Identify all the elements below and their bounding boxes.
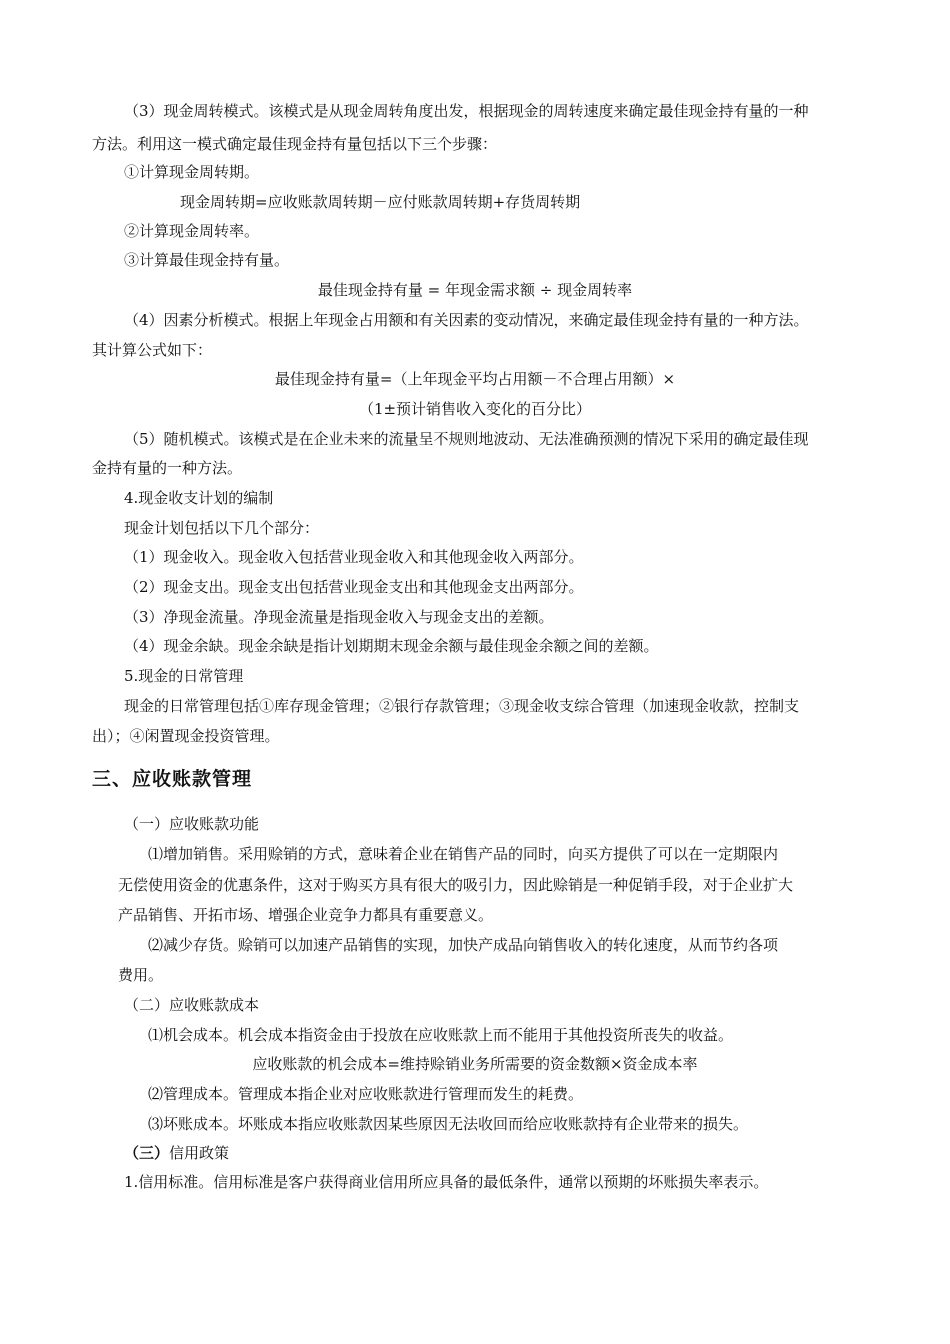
text-line: （4）因素分析模式。根据上年现金占用额和有关因素的变动情况，来确定最佳现金持有量的一种方法。 — [124, 311, 809, 329]
section-heading: 三、应收账款管理 — [92, 768, 253, 790]
subsection-number: （三） — [124, 1144, 170, 1162]
text-line: 产品销售、开拓市场、增强企业竞争力都具有重要意义。 — [118, 906, 494, 924]
formula-line: 应收账款的机会成本=维持赊销业务所需要的资金数额×资金成本率 — [252, 1055, 698, 1073]
text-line: 1.信用标准。信用标准是客户获得商业信用所应具备的最低条件，通常以预期的坏账损失率表示。 — [124, 1173, 769, 1191]
text-line: （2）现金支出。现金支出包括营业现金支出和其他现金支出两部分。 — [124, 578, 584, 596]
text-line: ①计算现金周转期。 — [124, 163, 260, 181]
subsection-heading — [124, 1139, 229, 1169]
text-line: 现金的日常管理包括①库存现金管理；②银行存款管理；③现金收支综合管理（加速现金收款，控制支 — [124, 697, 800, 715]
text-line: 其计算公式如下： — [92, 341, 213, 359]
formula-line: 最佳现金持有量 = 年现金需求额 ÷ 现金周转率 — [317, 281, 633, 299]
text-line: 现金计划包括以下几个部分： — [124, 519, 320, 537]
text-line: ⑶坏账成本。坏账成本指应收账款因某些原因无法收回而给应收账款持有企业带来的损失。 — [148, 1115, 749, 1133]
text-line: 出）；④闲置现金投资管理。 — [92, 727, 280, 745]
text-line: ⑴增加销售。采用赊销的方式，意味着企业在销售产品的同时，向买方提供了可以在一定期限内 — [148, 845, 779, 863]
text-line: ⑴机会成本。机会成本指资金由于投放在应收账款上而不能用于其他投资所丧失的收益。 — [148, 1026, 734, 1044]
text-line: （5）随机模式。该模式是在企业未来的流量呈不规则地波动、无法准确预测的情况下采用的确定最佳现 — [124, 430, 809, 448]
text-line: 方法。利用这一模式确定最佳现金持有量包括以下三个步骤： — [92, 135, 498, 153]
subsection-heading: （一）应收账款功能 — [124, 815, 260, 833]
formula-line: 最佳现金持有量=（上年现金平均占用额－不合理占用额）× — [274, 370, 676, 388]
subsection-title: 信用政策 — [169, 1144, 230, 1162]
text-line: ⑵管理成本。管理成本指企业对应收账款进行管理而发生的耗费。 — [148, 1085, 584, 1103]
text-line: （3）现金周转模式。该模式是从现金周转角度出发，根据现金的周转速度来确定最佳现金持有量的一种 — [124, 102, 809, 120]
text-line: 金持有量的一种方法。 — [92, 459, 243, 477]
text-line: ③计算最佳现金持有量。 — [124, 251, 290, 269]
text-line: （4）现金余缺。现金余缺是指计划期期末现金余额与最佳现金余额之间的差额。 — [124, 637, 659, 655]
subsection-heading: 4.现金收支计划的编制 — [124, 489, 274, 507]
text-line: （1）现金收入。现金收入包括营业现金收入和其他现金收入两部分。 — [124, 548, 584, 566]
formula-line: （1±预计销售收入变化的百分比） — [358, 400, 592, 418]
text-line: 费用。 — [118, 966, 164, 984]
text-line: ⑵减少存货。赊销可以加速产品销售的实现，加快产成品向销售收入的转化速度，从而节约各项 — [148, 936, 779, 954]
text-line: 无偿使用资金的优惠条件，这对于购买方具有很大的吸引力，因此赊销是一种促销手段，对于企业扩大 — [118, 876, 794, 894]
formula-line: 现金周转期=应收账款周转期－应付账款周转期+存货周转期 — [180, 193, 581, 211]
text-line: （3）净现金流量。净现金流量是指现金收入与现金支出的差额。 — [124, 608, 554, 626]
text-line: ②计算现金周转率。 — [124, 222, 260, 240]
subsection-heading: 5.现金的日常管理 — [124, 667, 244, 685]
subsection-heading: （二）应收账款成本 — [124, 996, 260, 1014]
